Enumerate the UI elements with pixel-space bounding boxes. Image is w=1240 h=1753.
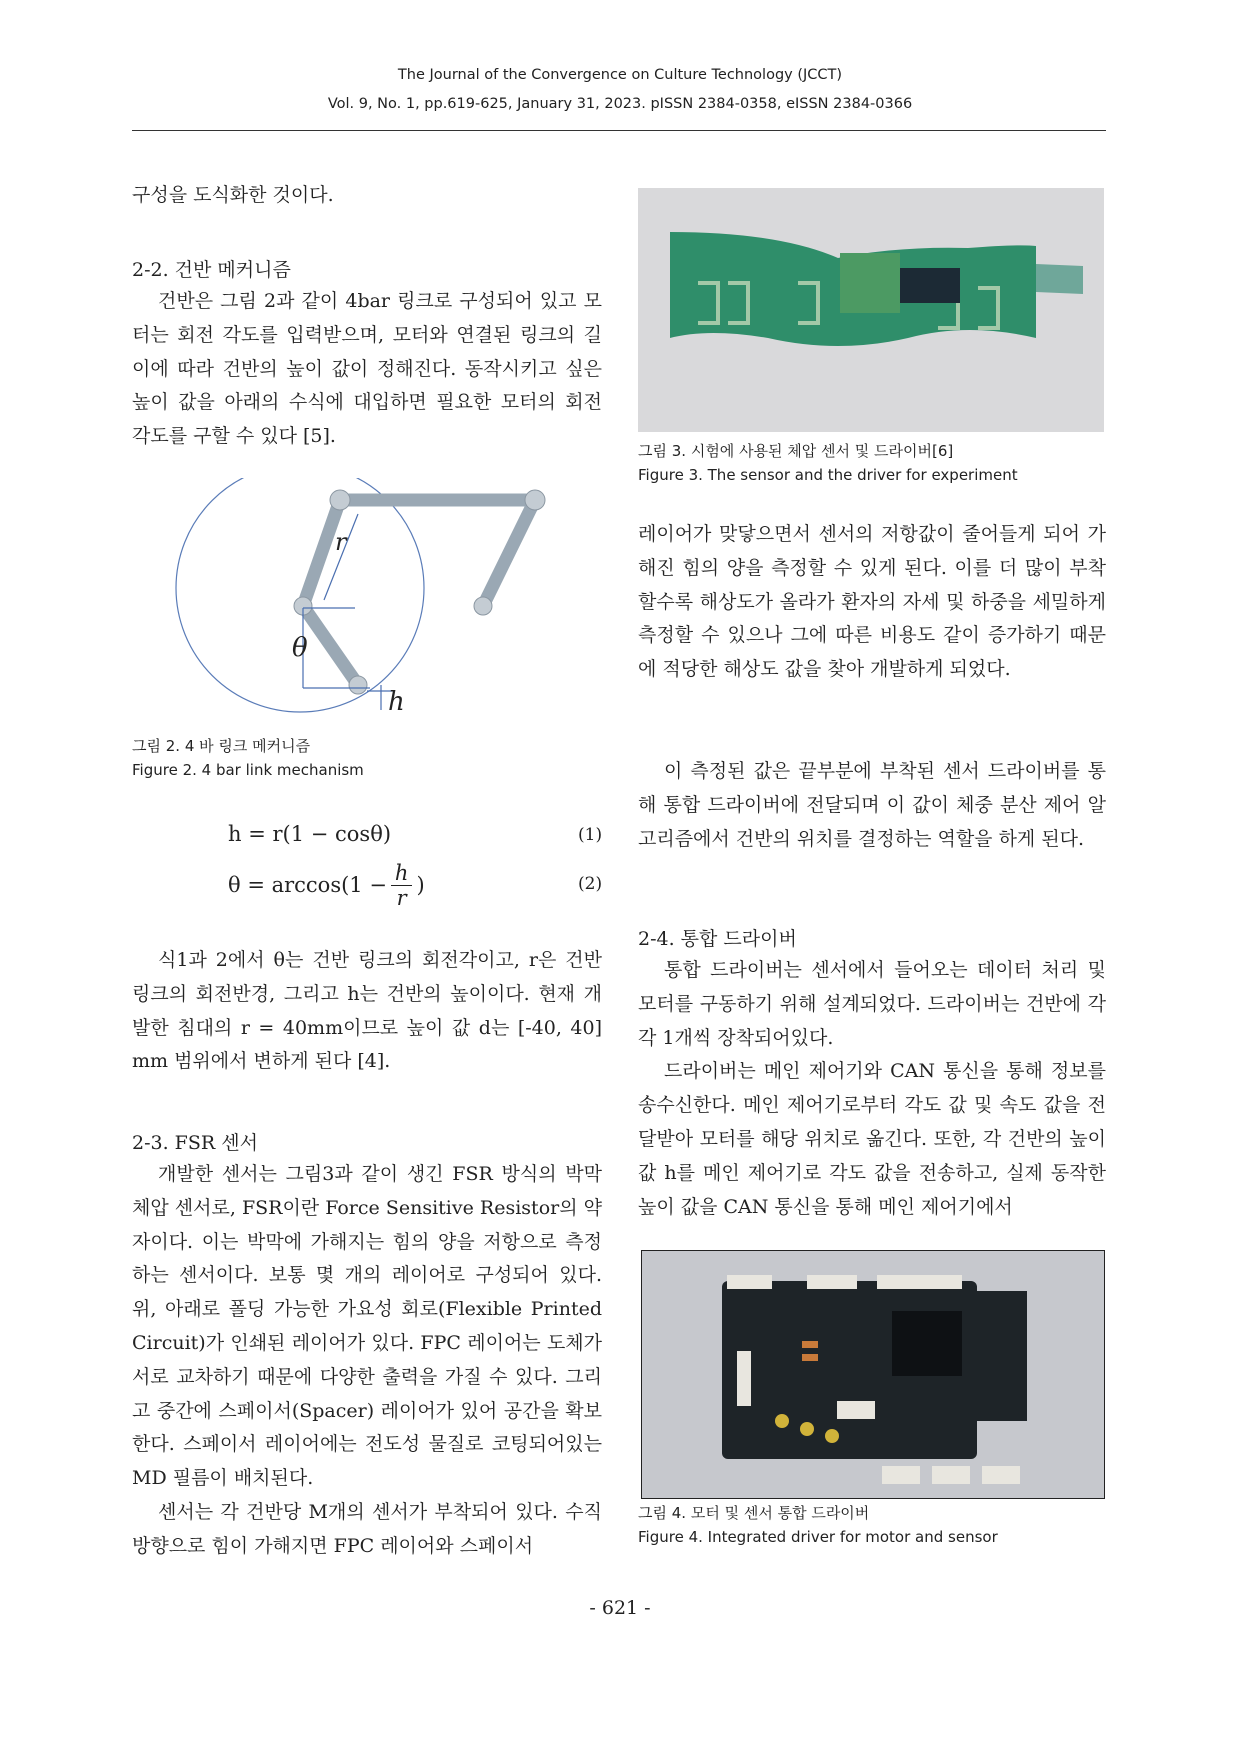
equation-paragraph [132,944,602,1079]
equation-paragraph-text: 식1과 2에서 θ는 건반 링크의 회전각이고, r은 건반 링크의 회전반경, 그리고 h는 건반의 높이이다. 현재 개발한 침대의 r = 40mm이므로 높이 값 d는 [-40, 40] mm 범위에서 변하게 된다 [4]. [132,949,602,1073]
figure-4-drawing [642,1251,1104,1498]
header-rule [132,130,1106,131]
label-h: h [388,687,405,717]
label-r: r [335,528,347,556]
figure-3-caption-ko: 그림 3. 시험에 사용된 체압 센서 및 드라이버[6] [638,442,954,460]
figure-2-diagram [160,478,560,718]
section-2-4-body [638,954,1106,1224]
section-2-3-body [132,1158,602,1564]
chip [892,1311,962,1376]
pcb-extension [977,1291,1027,1421]
right-paragraph-1 [638,518,1106,687]
section-2-2-title: 2-2. 건반 메커니즘 [132,259,291,281]
right-paragraph-2 [638,755,1106,856]
right-paragraph-2-text: 이 측정된 값은 끝부분에 부착된 센서 드라이버를 통해 통합 드라이버에 전달되며 이 값이 체중 분산 제어 알고리즘에서 건반의 위치를 결정하는 역할을 하게 된다. [638,760,1106,850]
intro-line: 구성을 도식화한 것이다. [132,184,334,206]
section-2-2-body [132,285,602,454]
connector [900,268,960,303]
right-paragraph-1-text: 레이어가 맞닿으면서 센서의 저항값이 줄어들게 되어 가해진 힘의 양을 측정할 수 있게 된다. 이를 더 많이 부착할수록 해상도가 올라가 환자의 자세 및 하중을 세밀하게 측정할 수 있으나 그에 따른 비용도 같이 증가하기 때문에 적당한 해상도 값을 찾아 개발하게 되었다. [638,523,1106,681]
section-2-3-paragraph-2: 센서는 각 건반당 M개의 센서가 부착되어 있다. 수직 방향으로 힘이 가해지면 FPC 레이어와 스페이서 [132,1500,602,1557]
figure-2-caption-ko: 그림 2. 4 바 링크 메커니즘 [132,737,311,755]
equation-2-numerator: h [391,861,413,886]
section-2-4-title: 2-4. 통합 드라이버 [638,928,797,950]
section-2-4-paragraph-2: 드라이버는 메인 제어기와 CAN 통신을 통해 정보를 송수신한다. 메인 제어기로부터 각도 값 및 속도 값을 전달받아 모터를 해당 위치로 옮긴다. 또한, 각 건반의 높이 값 h를 메인 제어기로 각도 값을 전송하고, 실제 동작한 높이 값을 CAN 통신을 통해 메인 제어기에서 [638,1060,1106,1218]
driver-board [840,253,900,313]
page-number: - 621 - [589,1597,651,1619]
right-link [483,500,535,606]
lower-link [303,606,358,685]
section-2-2-paragraph: 건반은 그림 2과 같이 4bar 링크로 구성되어 있고 모터는 회전 각도를 입력받으며, 모터와 연결된 링크의 길이에 따라 건반의 높이 값이 정해진다. 동작시키고 싶은 높이 값을 아래의 수식에 대입하면 필요한 모터의 회전 각도를 구할 수 있다 [5]. [132,290,602,448]
joint [330,490,350,510]
figure-2-caption-en: Figure 2. 4 bar link mechanism [132,761,364,779]
equation-1-number: (1) [578,825,603,845]
figure-3-caption-en: Figure 3. The sensor and the driver for experiment [638,466,1018,484]
equation-2-right: ) [416,873,425,897]
sensor-tail [1036,264,1083,294]
joint [349,676,367,694]
section-2-3-paragraph-1: 개발한 센서는 그림3과 같이 생긴 FSR 방식의 박막 체압 센서로, FSR이란 Force Sensitive Resistor의 약자이다. 이는 박막에 가해지는 힘의 양을 저항으로 측정하는 센서이다. 보통 몇 개의 레이어로 구성되어 있다. 위, 아래로 폴딩 가능한 가요성 회로(Flexible Printed Circuit)가 인쇄된 레이어가 있다. FPC 레이어는 도체가 서로 교차하기 때문에 다양한 출력을 가질 수 있다. 그리고 중간에 스페이서(Spacer) 레이어가 있어 공간을 확보한다. 스페이서 레이어에는 전도성 물질로 코팅되어있는 MD 필름이 배치된다. [132,1163,602,1490]
section-2-3-title: 2-3. FSR 센서 [132,1132,258,1154]
equation-1: h = r(1 − cosθ) [228,822,392,846]
figure-4-caption-en: Figure 4. Integrated driver for motor and sensor [638,1528,998,1546]
section-2-4-paragraph-1: 통합 드라이버는 센서에서 들어오는 데이터 처리 및 모터를 구동하기 위해 설계되었다. 드라이버는 건반에 각각 1개씩 장착되어있다. [638,959,1106,1049]
equation-2-fraction [391,861,413,910]
label-theta: θ [292,633,308,663]
joint [525,490,545,510]
joint [474,597,492,615]
equation-2 [228,858,425,912]
journal-title: The Journal of the Convergence on Culture Technology (JCCT) [397,67,843,83]
figure-3-photo [638,188,1104,432]
figure-4-photo [641,1250,1105,1499]
equation-2-denominator: r [396,885,407,910]
volume-line: Vol. 9, No. 1, pp.619-625, January 31, 2023. pISSN 2384-0358, eISSN 2384-0366 [327,96,913,112]
figure-3-drawing [638,188,1104,432]
figure-4-caption-ko: 그림 4. 모터 및 센서 통합 드라이버 [638,1504,870,1522]
equation-2-left: θ = arccos(1 − [228,873,387,897]
equation-2-number: (2) [578,874,603,894]
